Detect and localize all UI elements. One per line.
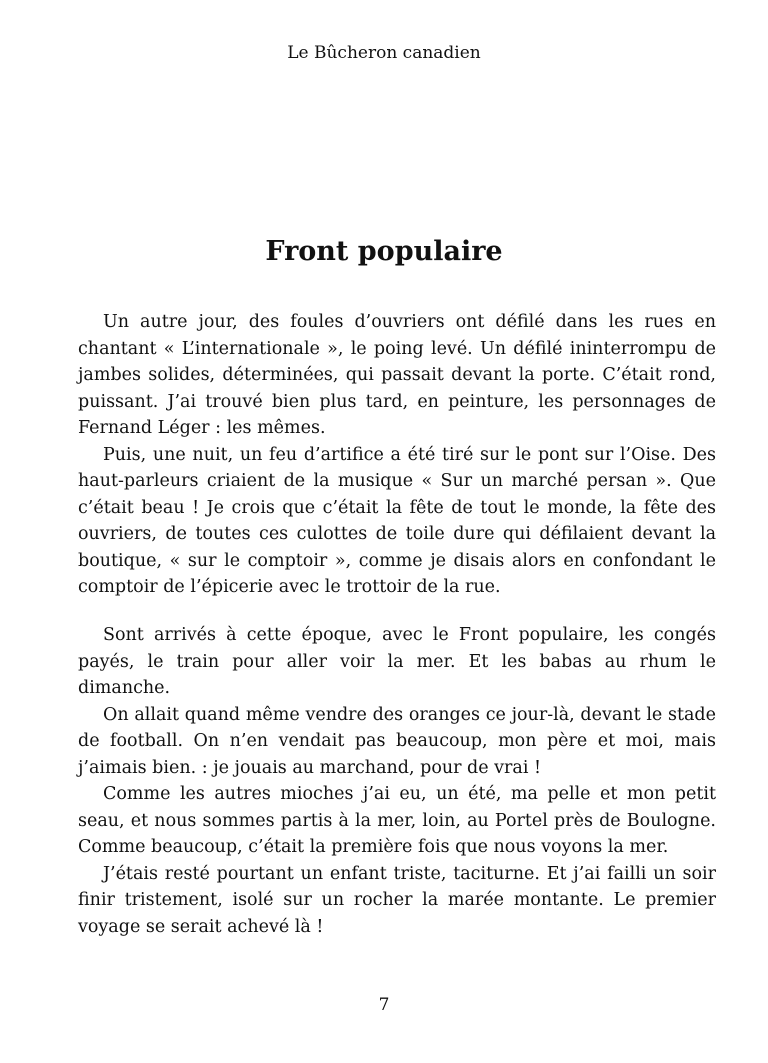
paragraph: Comme les autres mioches j’ai eu, un été, ma pelle et mon petit seau, et nous sommes partis à la mer, loin, au Portel près de Boulogne. Comme beaucoup, c’était la première fois que nous voyons la mer. bbox=[78, 784, 716, 857]
paragraph: J’étais resté pourtant un enfant triste, taciturne. Et j’ai failli un soir finir tristement, isolé sur un rocher la marée montante. Le premier voyage se serait achevé là ! bbox=[78, 863, 716, 937]
text-section-2 bbox=[78, 622, 716, 940]
chapter-title: Front populaire bbox=[265, 236, 503, 267]
paragraph: On allait quand même vendre des oranges ce jour-là, devant le stade de football. On n’en vendait pas beaucoup, mon père et moi, mais j’aimais bien. : je jouais au marchand, pour de vrai ! bbox=[78, 704, 716, 778]
page-number: 7 bbox=[378, 995, 390, 1015]
paragraph: Sont arrivés à cette époque, avec le Front populaire, les congés payés, le train pour aller voir la mer. Et les babas au rhum le dimanche. bbox=[78, 625, 716, 698]
running-header: Le Bûcheron canadien bbox=[287, 43, 481, 63]
paragraph: Puis, une nuit, un feu d’artifice a été tiré sur le pont sur l’Oise. Des haut-parleurs criaient de la musique « Sur un marché persan ». Que c’était beau ! Je crois que c’était la fête de tout le monde, la fête des ouvriers, de toutes ces culottes de toile dure qui défilaient devant la boutique, « sur le comptoir », comme je disais alors en confondant le comptoir de l’épicerie avec le trottoir de la rue. bbox=[78, 444, 716, 597]
text-section-1 bbox=[78, 309, 716, 601]
paragraph: Un autre jour, des foules d’ouvriers ont défilé dans les rues en chantant « L’internationale », le poing levé. Un défilé ininterrompu de jambes solides, déterminées, qui passait devant la porte. C’était rond, puissant. J’ai trouvé bien plus tard, en peinture, les personnages de Fernand Léger : les mêmes. bbox=[78, 312, 716, 438]
